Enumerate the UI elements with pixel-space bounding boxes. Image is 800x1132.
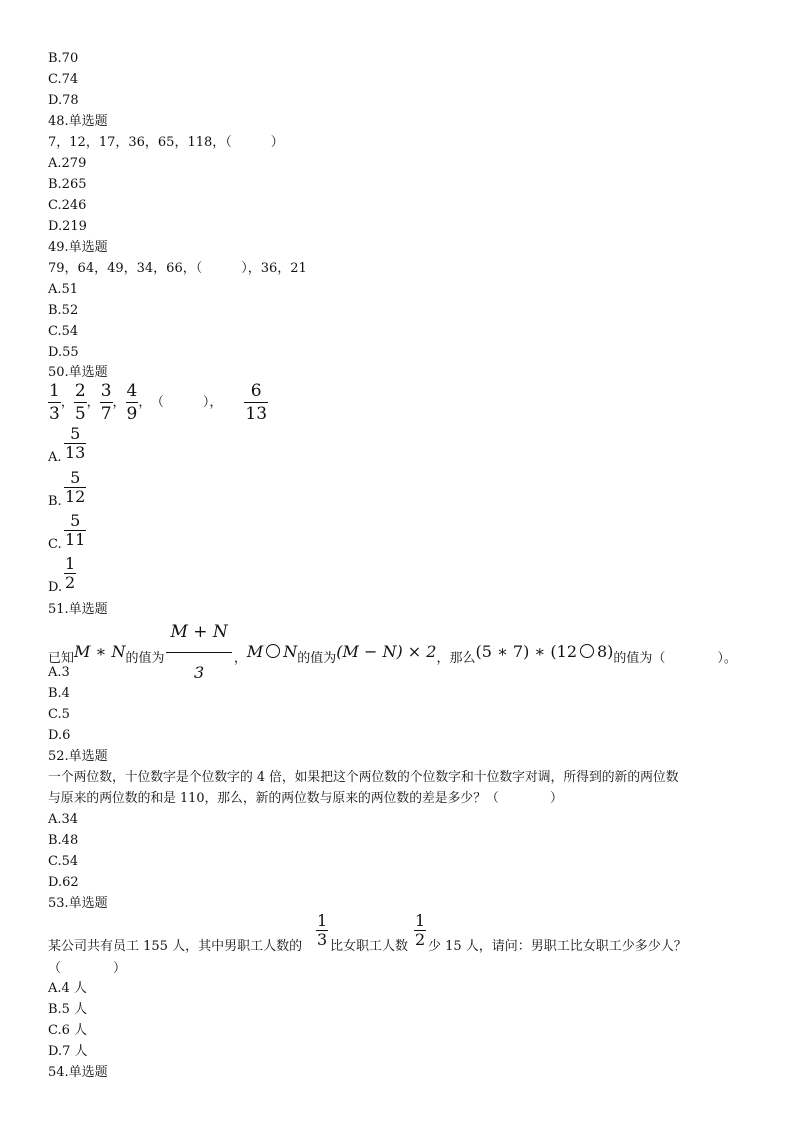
option-a: A.3 <box>48 665 70 680</box>
question-stem: 某公司共有员工 155 人，其中男职工人数的 1 3 比女职工人数 1 2 少 15 人，请问：男职工比女职工少多少人？ <box>48 911 687 954</box>
option-c: C.246 <box>48 198 87 213</box>
question-heading: 50.单选题 <box>48 365 108 380</box>
fraction: 1 2 <box>415 911 426 949</box>
option-d: D.55 <box>48 345 79 360</box>
option-a: A.279 <box>48 156 87 171</box>
question-stem: 7，12，17，36，65，118，（ ） <box>48 135 284 150</box>
question-heading: 48.单选题 <box>48 114 108 129</box>
fraction: $\frac{M + N}{3}$ <box>166 612 231 693</box>
option-c: C.74 <box>48 72 79 87</box>
option-a: A.4 人 <box>48 981 87 996</box>
question-heading: 49.单选题 <box>48 240 108 255</box>
option-b: B.5 人 <box>48 1002 88 1017</box>
fraction: $\frac{1}{3}$ <box>49 381 60 424</box>
question-stem: 79，64，49，34，66，（ ），36，21 <box>48 261 307 276</box>
option-c: C.5 <box>48 707 70 722</box>
circle-operator-icon <box>580 644 594 658</box>
option-d: D.219 <box>48 219 87 234</box>
option-d: D.7 人 <box>48 1044 88 1059</box>
option-c: C.6 人 <box>48 1023 88 1038</box>
question-heading: 54.单选题 <box>48 1065 108 1080</box>
option-b: B.265 <box>48 177 87 192</box>
circle-operator-icon <box>266 644 280 658</box>
question-heading: 51.单选题 <box>48 602 108 617</box>
option-d: D.6 <box>48 728 71 743</box>
option-b: B.4 <box>48 686 70 701</box>
option-d: D.62 <box>48 875 79 890</box>
fraction: 5 11 <box>65 511 86 549</box>
fraction: $\frac{2}{5}$ <box>74 381 86 424</box>
fraction: 5 13 <box>65 424 86 462</box>
question-heading: 52.单选题 <box>48 749 108 764</box>
answer-blank: （ ） <box>48 961 127 976</box>
option-a: A.34 <box>48 812 79 827</box>
question-heading: 53.单选题 <box>48 896 108 911</box>
fraction: 1 2 <box>65 554 76 592</box>
question-stem: 已知M ∗ N的值为 $\frac{M + N}{3}$ ，M N的值为(M − N) × 2，那么(5 ∗ 7) ∗ (12 8)的值为（ ）。 <box>48 618 737 658</box>
question-stem: 一个两位数，十位数字是个位数字的 4 倍，如果把这个两位数的个位数字和十位数字对调，所得到的新的两位数 <box>48 770 679 785</box>
option-c: C.54 <box>48 324 79 339</box>
option-c: C.54 <box>48 854 79 869</box>
option-b: B.52 <box>48 303 79 318</box>
fraction: $\frac{4}{9}$ <box>126 381 138 424</box>
fraction: 1 3 <box>317 911 328 949</box>
option-a: A.51 <box>48 282 79 297</box>
option-d: D.78 <box>48 93 79 108</box>
fraction: $\frac{3}{7}$ <box>100 381 112 424</box>
option-b: B.48 <box>48 833 79 848</box>
question-stem: $\frac{1}{3}$ ， $\frac{2}{5}$ ， $\frac{3}{7}$ ， $\frac{4}{9}$ ， （ ）， $\frac{6}{13}$ <box>49 381 268 424</box>
fraction: $\frac{6}{13}$ <box>245 381 268 424</box>
question-stem: 与原来的两位数的和是 110，那么，新的两位数与原来的两位数的差是多少？（ ） <box>48 791 563 806</box>
fraction: 5 12 <box>65 468 86 506</box>
option-b: B.70 <box>48 51 79 66</box>
